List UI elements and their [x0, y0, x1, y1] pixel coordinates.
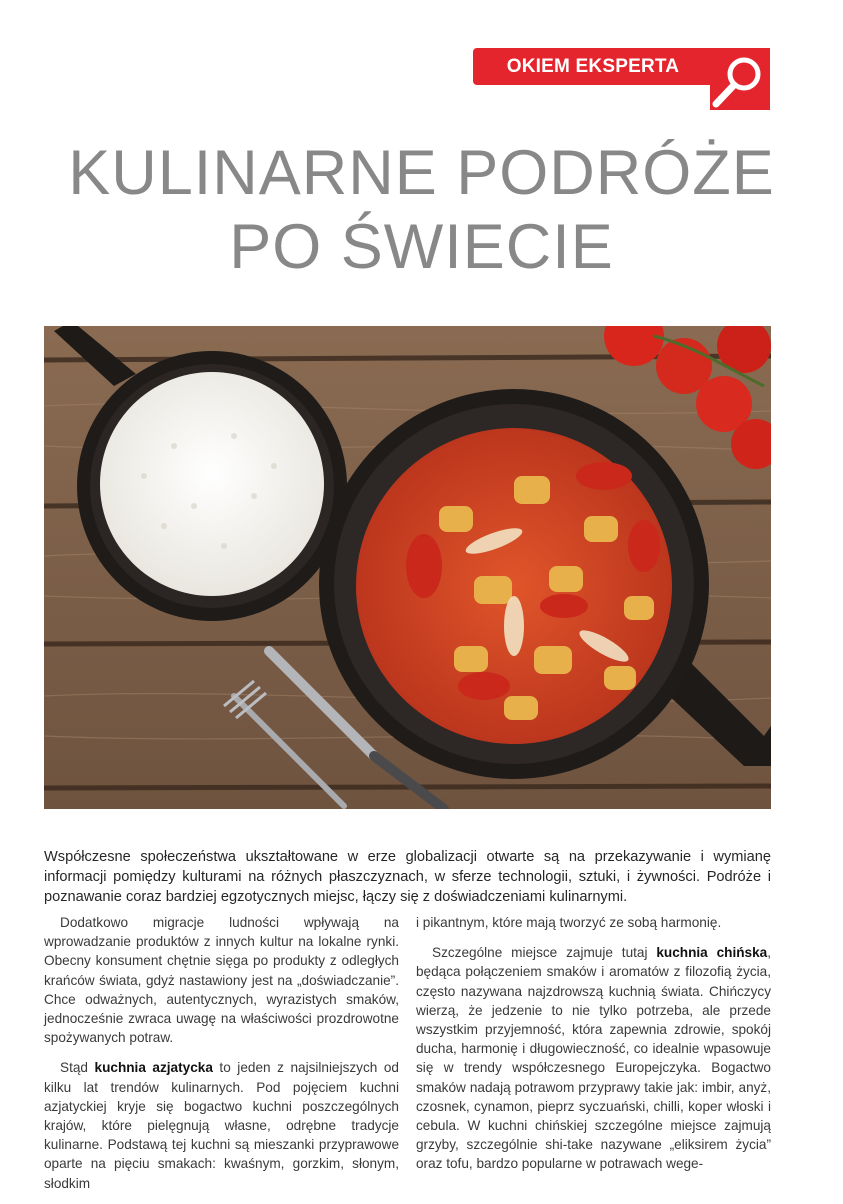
- page-title: [0, 136, 843, 284]
- text-run: Stąd: [60, 1060, 95, 1076]
- lead-paragraph: Współczesne społeczeństwa ukształtowane w erze globalizacji otwarte są na przekazywanie i wymianę informacji pomiędzy kulturami na różnych płaszczyznach, w sferze technologii, sztuki, i żywności. Podróże i poznawanie coraz bardziej egzotycznych miejsc, łączy się z doświadczeniami kulinarnymi.: [44, 849, 771, 905]
- paragraph: [44, 1058, 399, 1192]
- bold-term: kuchnia chińska: [656, 945, 768, 961]
- paragraph: [416, 943, 771, 1173]
- section-badge: [473, 44, 770, 110]
- title-line-2: PO ŚWIECIE: [229, 212, 614, 282]
- paragraph: i pikantnym, które mają tworzyć ze sobą harmonię.: [416, 915, 722, 930]
- text-run: , będąca połączeniem smaków i aromatów z filozofią życia, często nazywana najzdrowszą kuchnią świata. Chińczycy wierzą, że jedzenie to nie tylko potrzeba, ale przede wszystkim przyjemność, która zapewnia zdrowie, spokój ducha, harmonię i długowieczność, co idealnie wpasowuje się w trendy współczesnego Europejczyka. Bogactwo smaków nadają potrawom przyprawy takie jak: imbir, anyż, czosnek, cynamon, pieprz syczuański, chilli, koper włoski i cebula. W kuchni chińskiej szczególne miejsce zajmują grzyby, szczególnie shi-take nazywane „eliksirem życia” oraz tofu, bardzo popularne w potrawach wege-: [416, 945, 771, 1172]
- text-run: to jeden z najsilniejszych od kilku lat trendów kulinarnych. Pod pojęciem kuchni azjatyckiej kryje się bogactwo kuchni poszczególnych krajów, które pielęgnują własne, odrębne tradycje kulinarne. Podstawą tej kuchni są mieszanki przyprawowe oparte na pięciu smakach: kwaśnym, gorzkim, słonym, słodkim: [44, 1060, 399, 1191]
- right-column: [416, 913, 771, 1185]
- badge-label: OKIEM EKSPERTA: [473, 48, 713, 85]
- left-column: [44, 913, 399, 1204]
- bold-term: kuchnia azjatycka: [94, 1060, 213, 1076]
- paragraph: Dodatkowo migracje ludności wpływają na wprowadzanie produktów z innych kultur na lokalne rynki. Obecny konsument chętnie sięga po produkty z odległych krańców świata, gdyż nastawiony jest na „doświadczanie”. Chce odważnych, autentycznych, wyrazistych smaków, jednocześnie zwraca uwagę na właściwości prozdrowotne spożywanych potraw.: [44, 915, 399, 1046]
- food-photo: [44, 326, 771, 809]
- magnifier-icon: [710, 48, 770, 110]
- text-run: Szczególne miejsce zajmuje tutaj: [432, 945, 657, 961]
- title-line-1: KULINARNE PODRÓŻE: [68, 138, 775, 208]
